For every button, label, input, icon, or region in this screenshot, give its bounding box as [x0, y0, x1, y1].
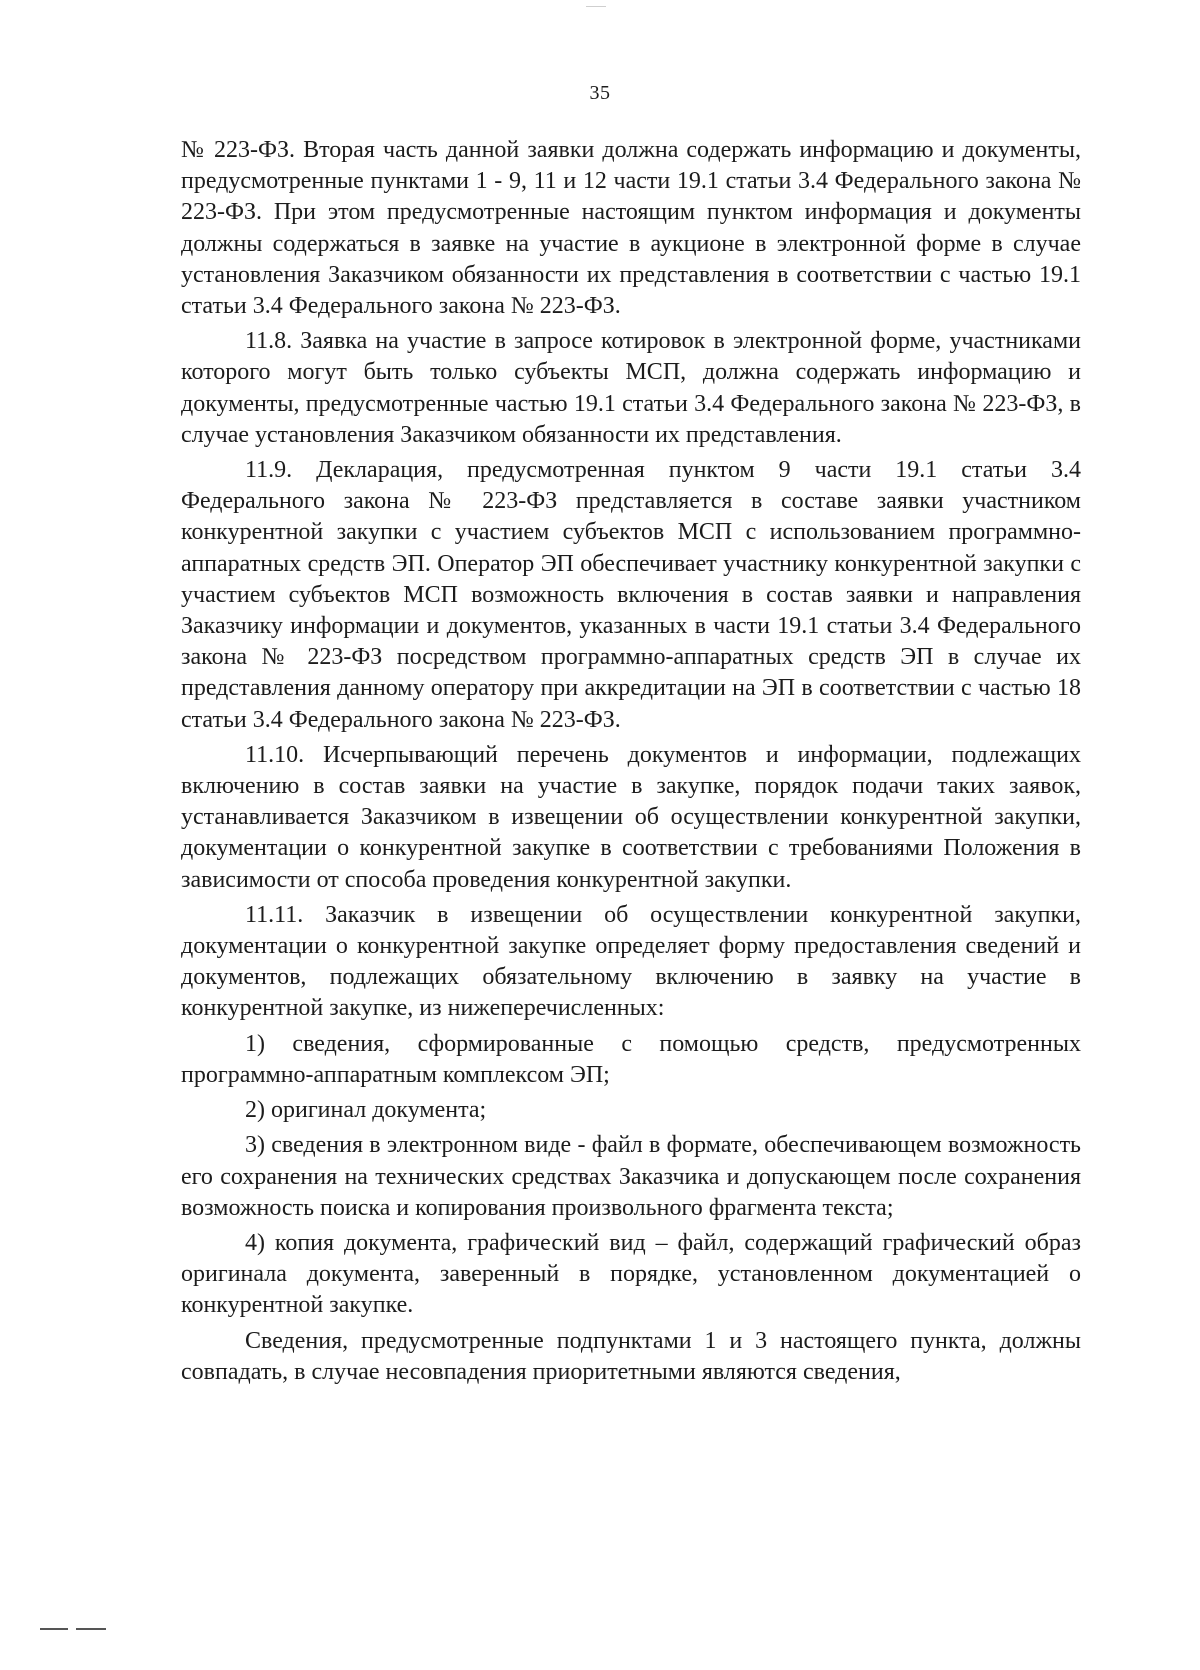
page-number: 35 [589, 82, 611, 104]
list-item-1: 1) сведения, сформированные с помощью средств, предусмотренных программно-аппаратным комплексом ЭП; [181, 1030, 1081, 1088]
scan-artifact-top [586, 6, 606, 7]
paragraph-11-10: 11.10. Исчерпывающий перечень документов и информации, подлежащих включению в состав заявки на участие в закупке, порядок подачи таких заявок, устанавливается Заказчиком в извещении об осуществлении конкурентной закупки, документации о конкурентной закупке в соответствии с требованиями Положения в зависимости от способа проведения конкурентной закупки. [181, 741, 1081, 893]
paragraph-closing: Сведения, предусмотренные подпунктами 1 и 3 настоящего пункта, должны совпадать, в случае несовпадения приоритетными являются сведения, [181, 1327, 1081, 1385]
paragraph: № 223-ФЗ. Вторая часть данной заявки должна содержать информацию и документы, предусмотренные пунктами 1 - 9, 11 и 12 части 19.1 статьи 3.4 Федерального закона № 223-ФЗ. При этом предусмотренные настоящим пунктом информация и документы должны содержаться в заявке на участие в аукционе в электронной форме в случае установления Заказчиком обязанности их представления в соответствии с частью 19.1 статьи 3.4 Федерального закона № 223-ФЗ. [181, 137, 1081, 320]
scan-artifact-bottom [40, 1628, 120, 1632]
document-body [181, 135, 1081, 1388]
paragraph-11-11: 11.11. Заказчик в извещении об осуществлении конкурентной закупки, документации о конкурентной закупке определяет форму предоставления сведений и документов, подлежащих обязательному включению в заявку на участие в конкурентной закупке, из нижеперечисленных: [181, 901, 1081, 1022]
list-item-3: 3) сведения в электронном виде - файл в формате, обеспечивающем возможность его сохранения на технических средствах Заказчика и допускающем после сохранения возможность поиска и копирования произвольного фрагмента текста; [181, 1132, 1081, 1221]
paragraph-11-8: 11.8. Заявка на участие в запросе котировок в электронной форме, участниками которого могут быть только субъекты МСП, должна содержать информацию и документы, предусмотренные частью 19.1 статьи 3.4 Федерального закона № 223-ФЗ, в случае установления Заказчиком обязанности их представления. [181, 328, 1081, 448]
list-item-2: 2) оригинал документа; [245, 1097, 487, 1124]
list-item-4: 4) копия документа, графический вид – файл, содержащий графический образ оригинала документа, заверенный в порядке, установленном документацией о конкурентной закупке. [181, 1229, 1081, 1319]
paragraph-11-9: 11.9. Декларация, предусмотренная пунктом 9 части 19.1 статьи 3.4 Федерального закона № 223-ФЗ представляется в составе заявки участником конкурентной закупки с участием субъектов МСП с использованием программно-аппаратных средств ЭП. Оператор ЭП обеспечивает участнику конкурентной закупки с участием субъектов МСП возможность включения в состав заявки и направления Заказчику информации и документов, указанных в части 19.1 статьи 3.4 Федерального закона № 223-ФЗ посредством программно-аппаратных средств ЭП в случае их представления данному оператору при аккредитации на ЭП в соответствии с частью 18 статьи 3.4 Федерального закона № 223-ФЗ. [181, 457, 1081, 733]
